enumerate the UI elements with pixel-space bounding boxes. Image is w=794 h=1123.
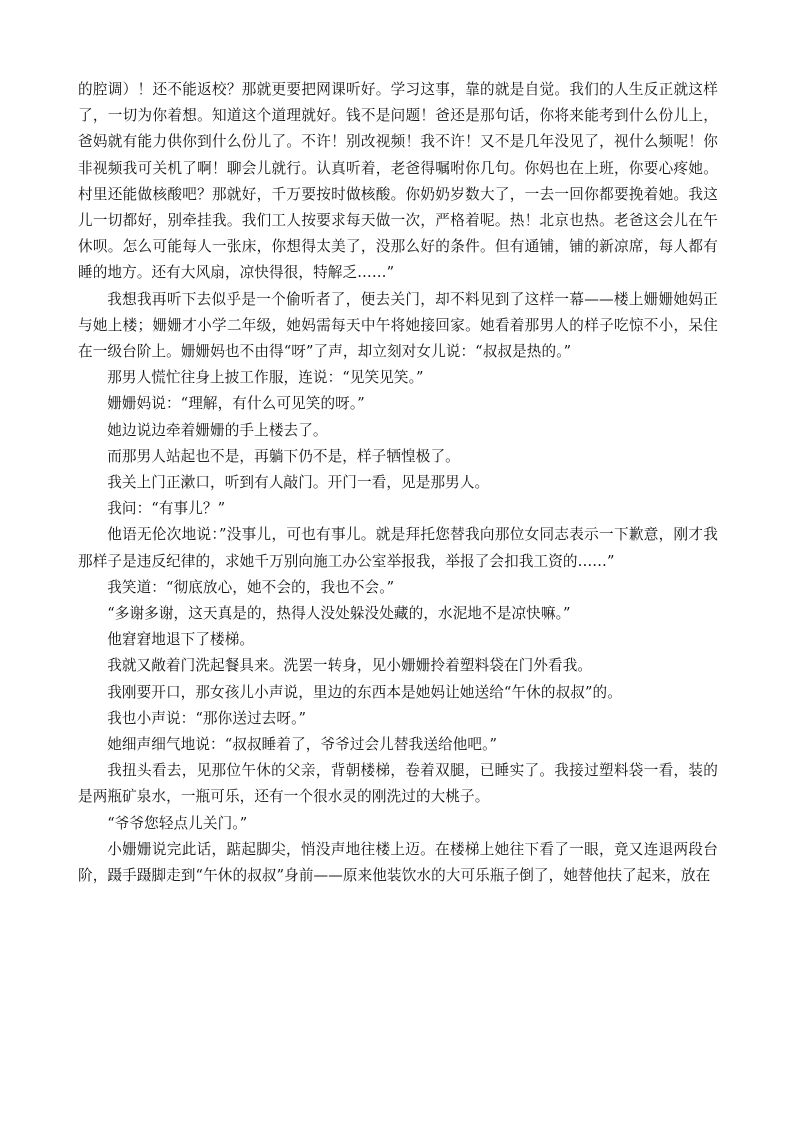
paragraph-3: 姗姗妈说：“理解，有什么可见笑的呀。”: [107, 395, 365, 413]
paragraph-8: 他语无伦次地说：”没事儿，可也有事儿。就是拜托您替我向那位女同志表示一下歉意，刚才我那样子是违反纪律的，求她千万别向施工办公室举报我，举报了会扣我工资的……”: [78, 526, 718, 570]
paragraph-18: 小姗姗说完此话，踮起脚尖，悄没声地往楼上迈。在楼梯上她往下看了一眼，竟又连退两段台阶，蹑手蹑脚走到“午休的叔叔”身前——原来他装饮水的大可乐瓶子倒了，她替他扶了起来，放在: [78, 840, 718, 885]
article-body: [78, 77, 718, 889]
paragraph-12: 我就又敞着门洗起餐具来。洗罢一转身，见小姗姗拎着塑料袋在门外看我。: [107, 657, 593, 675]
paragraph-7: 我问：“有事儿？”: [107, 500, 226, 518]
paragraph-13: 我刚要开口，那女孩儿小声说，里边的东西本是她妈让她送给“午休的叔叔”的。: [107, 683, 622, 701]
paragraph-10: “多谢多谢，这天真是的，热得人没处躲没处藏的，水泥地不是凉快嘛。”: [107, 605, 571, 623]
paragraph-16: 我扭头看去，见那位午休的父亲，背朝楼梯，卷着双腿，已睡实了。我接过塑料袋一看，装的是两瓶矿泉水，一瓶可乐，还有一个很水灵的刚洗过的大桃子。: [78, 762, 718, 806]
paragraph-1: 我想我再听下去似乎是一个偷听者了，便去关门，却不料见到了这样一幕——楼上姗姗她妈正与她上楼；姗姗才小学二年级，她妈需每天中午将她接回家。她看着那男人的样子吃惊不小，呆住在一级台阶上。姗姗妈也不由得“呀”了声，却立刻对女儿说：“叔叔是热的。”: [78, 290, 718, 361]
paragraph-14: 我也小声说：“那你送过去呀。”: [107, 709, 307, 727]
paragraph-15: 她细声细气地说：“叔叔睡着了，爷爷过会儿替我送给他吧。”: [107, 736, 498, 754]
paragraph-2: 那男人慌忙往身上披工作服，连说：“见笑见笑。”: [107, 369, 424, 387]
paragraph-17: “爷爷您轻点儿关门。”: [107, 814, 248, 832]
paragraph-9: 我笑道：“彻底放心，她不会的，我也不会。”: [107, 578, 395, 596]
paragraph-5: 而那男人站起也不是，再躺下仍不是，样子牺惶极了。: [107, 447, 460, 465]
paragraph-6: 我关上门正漱口，听到有人敲门。开门一看，见是那男人。: [107, 474, 490, 492]
paragraph-4: 她边说边牵着姗姗的手上楼去了。: [107, 421, 328, 439]
paragraph-0: 的腔调）！还不能返校？那就更要把网课听好。学习这事，靠的就是自觉。我们的人生反正就这样了，一切为你着想。知道这个道理就好。钱不是问题！爸还是那句话，你将来能考到什么份儿上，爸妈就有能力供你到什么份儿了。不许！别改视频！我不许！又不是几年没见了，视什么频呢！你非视频我可关机了啊！聊会儿就行。认真听着，老爸得嘱咐你几句。你妈也在上班，你要心疼她。村里还能做核酸吧？那就好，千万要按时做核酸。你奶奶岁数大了，一去一回你都要挽着她。我这儿一切都好，别牵挂我。我们工人按要求每天做一次，严格着呢。热！北京也热。老爸这会儿在午休呗。怎么可能每人一张床，你想得太美了，没那么好的条件。但有通铺，铺的新凉席，每人都有睡的地方。还有大风扇，凉快得很，特解乏……”: [78, 81, 718, 282]
paragraph-11: 他窘窘地退下了楼梯。: [107, 631, 255, 649]
